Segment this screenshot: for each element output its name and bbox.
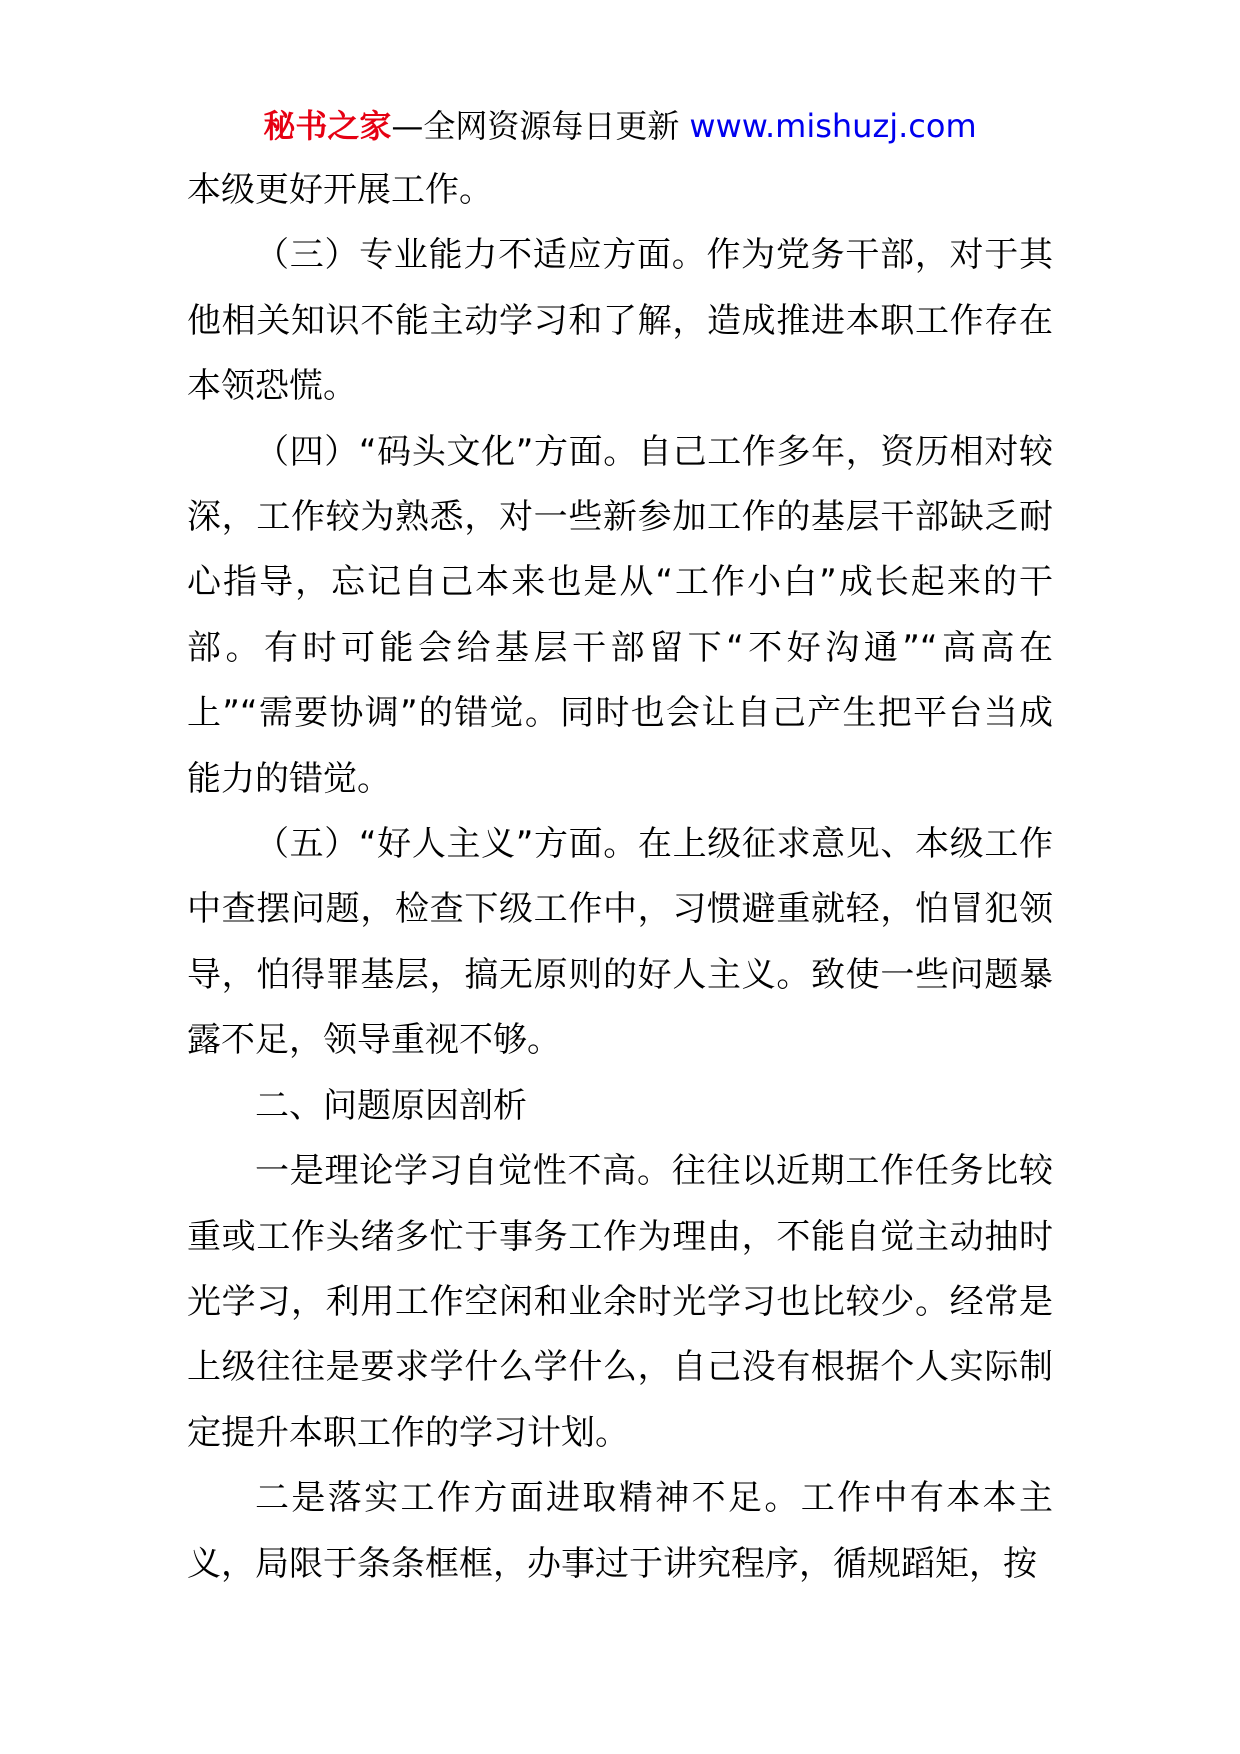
document-body: [187, 158, 1053, 1597]
site-header: [0, 104, 1240, 148]
paragraph-section-four: （四）“码头文化”方面。自己工作多年，资历相对较深，工作较为熟悉，对一些新参加工作的基层干部缺乏耐心指导，忘记自己本来也是从“工作小白”成长起来的干部。有时可能会给基层干部留下“不好沟通”“高高在上”“需要协调”的错觉。同时也会让自己产生把平台当成能力的错觉。: [187, 431, 1053, 799]
paragraph-section-three: （三）专业能力不适应方面。作为党务干部，对于其他相关知识不能主动学习和了解，造成推进本职工作存在本领恐慌。: [187, 235, 1053, 407]
paragraph-cause-two: 二是落实工作方面进取精神不足。工作中有本本主义，局限于条条框框，办事过于讲究程序，循规蹈矩，按: [187, 1478, 1053, 1584]
paragraph-section-five: （五）“好人主义”方面。在上级征求意见、本级工作中查摆问题，检查下级工作中，习惯避重就轻，怕冒犯领导，怕得罪基层，搞无原则的好人主义。致使一些问题暴露不足，领导重视不够。: [187, 824, 1053, 1061]
site-tagline: —全网资源每日更新: [391, 107, 680, 145]
section-heading-cause-analysis: 二、问题原因剖析: [255, 1085, 527, 1126]
paragraph-continuation: 本级更好开展工作。: [187, 170, 493, 210]
paragraph-cause-one: 一是理论学习自觉性不高。往往以近期工作任务比较重或工作头绪多忙于事务工作为理由，不能自觉主动抽时光学习，利用工作空闲和业余时光学习也比较少。经常是上级往往是要求学什么学什么，自己没有根据个人实际制定提升本职工作的学习计划。: [187, 1151, 1053, 1453]
site-url-link[interactable]: www.mishuzj.com: [689, 107, 977, 145]
site-brand: 秘书之家: [263, 107, 392, 145]
